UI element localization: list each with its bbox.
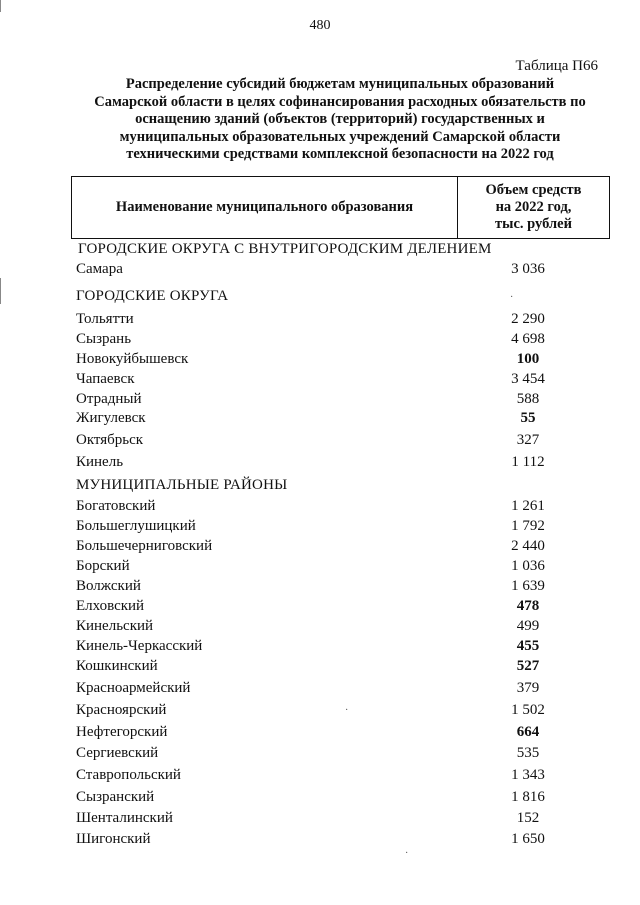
table-row — [76, 371, 610, 391]
row-value: 1 112 — [511, 454, 545, 470]
row-name: Ставропольский — [76, 767, 181, 783]
row-name: Елховский — [76, 598, 145, 614]
table-row — [76, 578, 610, 598]
header-amount-line: тыс. рублей — [495, 216, 572, 232]
scan-speck: · — [345, 705, 349, 716]
row-name: Новокуйбышевск — [76, 351, 189, 367]
table-row — [76, 789, 610, 809]
row-name: Октябрьск — [76, 432, 144, 448]
row-value: 664 — [516, 724, 540, 740]
table-row — [76, 311, 610, 331]
scan-speck: · — [405, 848, 409, 859]
row-name: Кошкинский — [76, 658, 158, 674]
scan-edge-mark — [0, 0, 7, 12]
table-row — [76, 261, 610, 281]
table-row — [76, 538, 610, 558]
row-value: 379 — [516, 680, 540, 696]
row-value: 1 502 — [511, 702, 545, 718]
row-value: 100 — [516, 351, 540, 367]
row-name: Сергиевский — [76, 745, 159, 761]
table-row — [76, 680, 610, 700]
scan-speck: · — [510, 292, 514, 303]
table-header — [71, 176, 610, 239]
page-number: 480 — [309, 18, 331, 33]
row-value: 3 036 — [511, 261, 545, 277]
row-name: Нефтегорский — [76, 724, 168, 740]
row-value: 1 036 — [511, 558, 545, 574]
row-value: 527 — [516, 658, 540, 674]
table-row — [76, 391, 610, 411]
row-value: 327 — [516, 432, 540, 448]
row-value: 55 — [520, 410, 536, 426]
header-name-column: Наименование муниципального образования — [72, 177, 458, 238]
header-amount-column — [458, 177, 609, 238]
row-value: 1 639 — [511, 578, 545, 594]
table-row — [76, 331, 610, 351]
row-value: 455 — [516, 638, 540, 654]
table-row — [76, 498, 610, 518]
table-row — [76, 558, 610, 578]
row-name: Сызранский — [76, 789, 155, 805]
title-line: Самарской области в целях софинансирования расходных обязательств по — [94, 93, 586, 110]
row-name: Шенталинский — [76, 810, 173, 826]
title-line: муниципальных образовательных учреждений Самарской области — [119, 128, 561, 145]
row-value: 2 290 — [511, 311, 545, 327]
title-line: техническими средствами комплексной безопасности на 2022 год — [126, 146, 554, 162]
section-title: ГОРОДСКИЕ ОКРУГА С ВНУТРИГОРОДСКИМ ДЕЛЕНИЕМ — [78, 241, 492, 257]
row-name: Отрадный — [76, 391, 142, 407]
row-name: Большеглушицкий — [76, 518, 196, 534]
row-name: Кинель — [76, 454, 124, 470]
row-name: Самара — [76, 261, 123, 277]
row-value: 1 343 — [511, 767, 545, 783]
table-id: Таблица П66 — [515, 58, 598, 74]
table-row — [76, 518, 610, 538]
row-value: 478 — [516, 598, 540, 614]
row-value: 1 816 — [511, 789, 545, 805]
row-name: Борский — [76, 558, 130, 574]
row-value: 1 261 — [511, 498, 545, 514]
row-name: Шигонский — [76, 831, 151, 847]
table-row — [76, 432, 610, 452]
table-row — [76, 658, 610, 678]
header-amount-line: Объем средств — [485, 182, 582, 198]
title-line: Распределение субсидий бюджетам муниципальных образований — [125, 76, 555, 92]
table-row — [76, 410, 610, 430]
row-name: Кинельский — [76, 618, 154, 634]
table-title — [70, 76, 610, 164]
row-value: 3 454 — [511, 371, 545, 387]
row-name: Волжский — [76, 578, 141, 594]
header-amount-line: на 2022 год, — [495, 199, 572, 215]
section-title: ГОРОДСКИЕ ОКРУГА — [76, 288, 229, 304]
table-row — [76, 810, 610, 830]
section-title: МУНИЦИПАЛЬНЫЕ РАЙОНЫ — [76, 477, 288, 493]
title-line: оснащению зданий (объектов (территорий) государственных и — [135, 111, 545, 127]
row-value: 1 792 — [511, 518, 545, 534]
table-row — [76, 618, 610, 638]
row-value: 499 — [516, 618, 540, 634]
row-value: 535 — [516, 745, 540, 761]
row-value: 2 440 — [511, 538, 545, 554]
row-name: Тольятти — [76, 311, 134, 327]
row-value: 4 698 — [511, 331, 545, 347]
row-name: Богатовский — [76, 498, 156, 514]
scan-edge-mark — [0, 278, 7, 304]
table-row — [76, 724, 610, 744]
table-row — [76, 638, 610, 658]
table-row — [76, 767, 610, 787]
table-row — [76, 702, 610, 722]
table-row — [76, 598, 610, 618]
row-name: Сызрань — [76, 331, 132, 347]
row-value: 152 — [516, 810, 540, 826]
row-name: Чапаевск — [76, 371, 135, 387]
row-value: 588 — [516, 391, 540, 407]
table-row — [76, 745, 610, 765]
table-row — [76, 351, 610, 371]
row-name: Жигулевск — [76, 410, 146, 426]
row-name: Красноармейский — [76, 680, 191, 696]
row-name: Большечерниговский — [76, 538, 213, 554]
row-name: Кинель-Черкасский — [76, 638, 203, 654]
row-name: Красноярский — [76, 702, 167, 718]
table-row — [76, 454, 610, 474]
table-row — [76, 831, 610, 851]
row-value: 1 650 — [511, 831, 545, 847]
